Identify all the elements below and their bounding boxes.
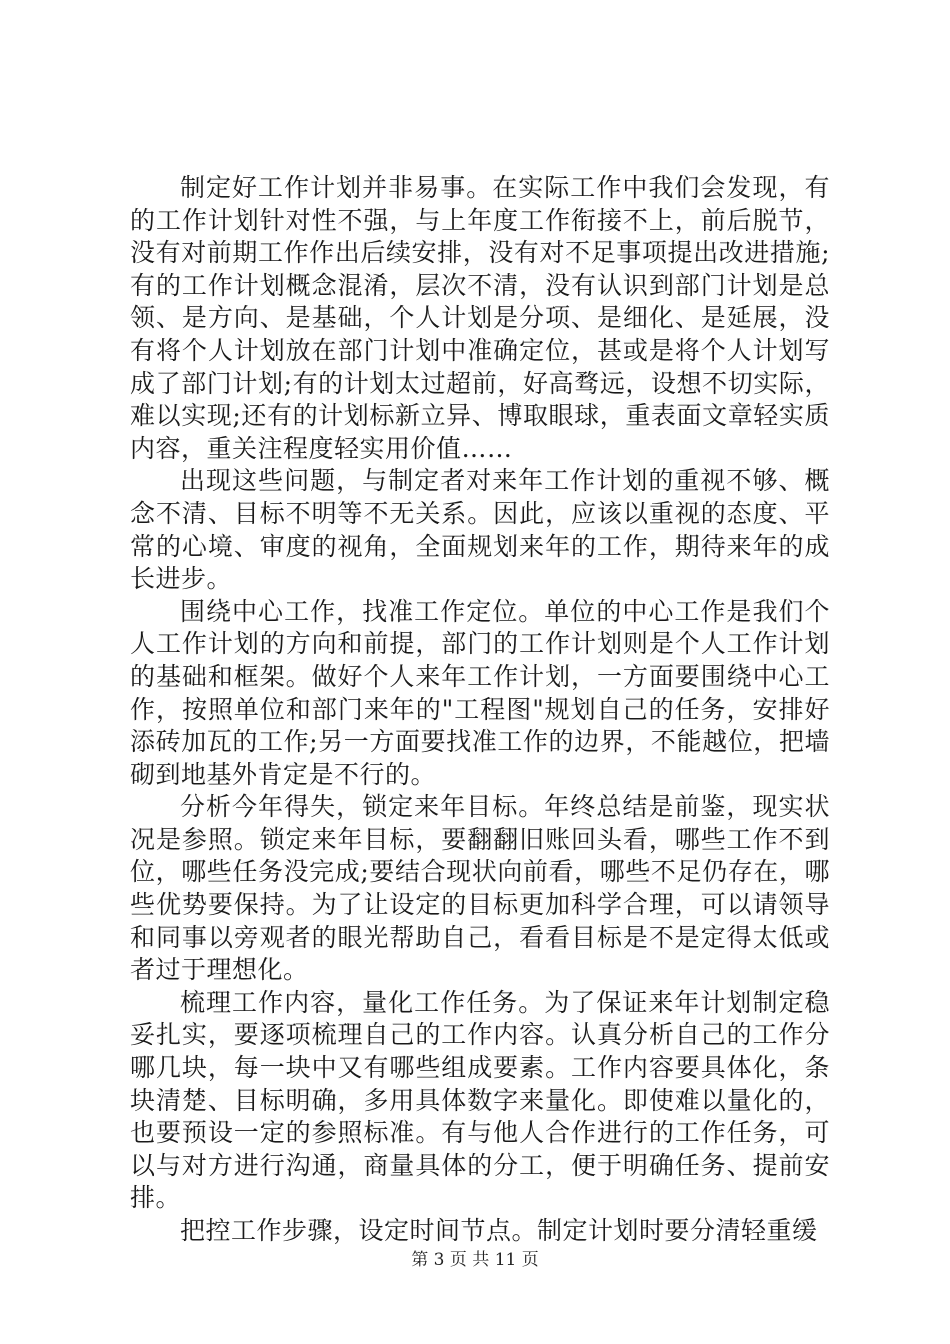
paragraph-5: 梳理工作内容，量化工作任务。为了保证来年计划制定稳妥扎实，要逐项梳理自己的工作内容。认真分析自己的工作分哪几块，每一块中又有哪些组成要素。工作内容要具体化，条块清楚、目标明确，多用具体数字来量化。即使难以量化的，也要预设一定的参照标准。有与他人合作进行的工作任务，可以与对方进行沟通，商量具体的分工，便于明确任务、提前安排。 xyxy=(130,987,830,1213)
document-body xyxy=(130,172,830,1248)
paragraph-1: 制定好工作计划并非易事。在实际工作中我们会发现，有的工作计划针对性不强，与上年度工作衔接不上，前后脱节，没有对前期工作作出后续安排，没有对不足事项提出改进措施;有的工作计划概念混淆，层次不清，没有认识到部门计划是总领、是方向、是基础，个人计划是分项、是细化、是延展，没有将个人计划放在部门计划中准确定位，甚或是将个人计划写成了部门计划;有的计划太过超前，好高骛远，设想不切实际，难以实现;还有的计划标新立异、博取眼球，重表面文章轻实质内容，重关注程度轻实用价值…… xyxy=(130,173,830,463)
paragraph-6: 把控工作步骤，设定时间节点。制定计划时要分清轻重缓 xyxy=(180,1216,818,1245)
page-number-footer: 第 3 页 共 11 页 xyxy=(411,1250,539,1270)
paragraph-3: 围绕中心工作，找准工作定位。单位的中心工作是我们个人工作计划的方向和前提，部门的工作计划则是个人工作计划的基础和框架。做好个人来年工作计划，一方面要围绕中心工作，按照单位和部门来年的"工程图"规划自己的任务，安排好添砖加瓦的工作;另一方面要找准工作的边界，不能越位，把墙砌到地基外肯定是不行的。 xyxy=(130,596,830,789)
paragraph-4: 分析今年得失，锁定来年目标。年终总结是前鉴，现实状况是参照。锁定来年目标，要翻翻旧账回头看，哪些工作不到位，哪些任务没完成;要结合现状向前看，哪些不足仍存在，哪些优势要保持。为了让设定的目标更加科学合理，可以请领导和同事以旁观者的眼光帮助自己，看看目标是不是定得太低或者过于理想化。 xyxy=(130,792,830,985)
paragraph-2: 出现这些问题，与制定者对来年工作计划的重视不够、概念不清、目标不明等不无关系。因此，应该以重视的态度、平常的心境、审度的视角，全面规划来年的工作，期待来年的成长进步。 xyxy=(130,466,830,594)
